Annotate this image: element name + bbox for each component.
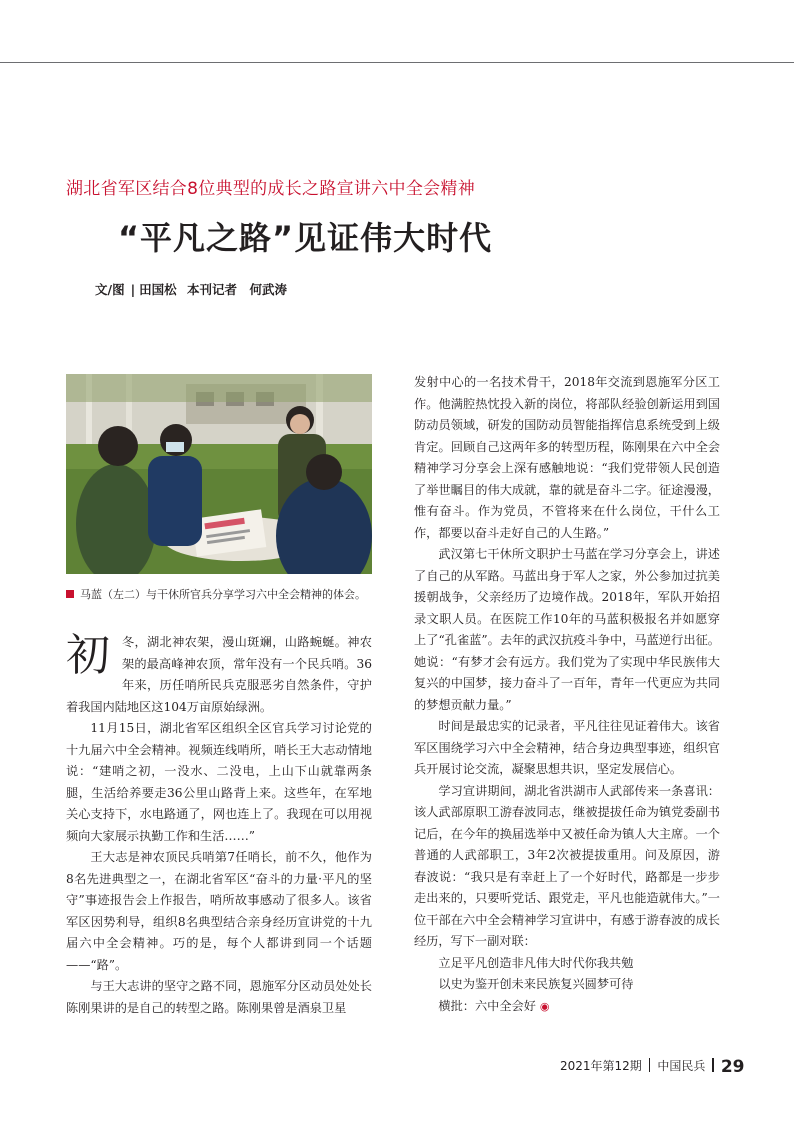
photo-caption xyxy=(66,586,386,602)
body-paragraph: 时间是最忠实的记录者，平凡往往见证着伟大。该省军区围绕学习六中全会精神，结合身边典型事迹，组织官兵开展讨论交流，凝聚思想共识，坚定发展信心。 xyxy=(414,719,720,776)
caption-marker-icon xyxy=(66,590,74,598)
dropcap: 初 xyxy=(66,630,110,681)
magazine-name: 中国民兵 xyxy=(657,1059,706,1073)
couplet-line xyxy=(414,996,720,1018)
body-paragraph: 与王大志讲的坚守之路不同，恩施军分区动员处处长陈刚果讲的是自己的转型之路。陈刚果曾是酒泉卫星 xyxy=(66,979,372,1015)
lead-paragraph xyxy=(66,632,372,718)
article-subtitle: 湖北省军区结合8位典型的成长之路宣讲六中全会精神 xyxy=(66,179,476,199)
issue-label: 2021年第12期 xyxy=(560,1059,642,1073)
byline-author1: 田国松 xyxy=(139,282,177,297)
right-column xyxy=(414,372,720,1017)
page-footer xyxy=(560,1057,745,1077)
couplet-banner: 横批：六中全会好 xyxy=(438,998,536,1013)
couplet-line: 立足平凡创造非凡伟大时代你我共勉 xyxy=(438,955,634,970)
page-number: 29 xyxy=(720,1057,745,1077)
body-paragraph: 武汉第七干休所文职护士马蓝在学习分享会上，讲述了自己的从军路。马蓝出身于军人之家，外公参加过抗美援朝战争，父亲经历了边境作战。2018年，军队开始招录文职人员。在医院工作10年的马蓝积极报名并如愿穿上了“孔雀蓝”。去年的武汉抗疫斗争中，马蓝逆行出征。她说：“有梦才会有远方。我们党为了实现中华民族伟大复兴的中国梦，接力奋斗了一百年，青年一代更应为共同的梦想贡献力量。” xyxy=(414,547,720,712)
article-title: “平凡之路”见证伟大时代 xyxy=(118,219,493,257)
article-photo xyxy=(66,374,372,574)
byline-author2: 本刊记者 何武涛 xyxy=(187,282,288,297)
footer-divider xyxy=(712,1058,714,1072)
byline-label: 文/图 xyxy=(95,282,125,297)
photo-illustration xyxy=(66,374,372,574)
end-mark-icon: ◉ xyxy=(539,999,550,1013)
couplet-line: 以史为鉴开创未来民族复兴圆梦可待 xyxy=(438,977,634,991)
header-rule xyxy=(0,62,794,63)
footer-divider xyxy=(649,1058,651,1072)
lead-paragraph-text: 冬，湖北神农架，漫山斑斓，山路蜿蜒。神农架的最高峰神农顶，常年没有一个民兵哨。36年来，历任哨所民兵克服恶劣自然条件，守护着我国内陆地区这104万亩原始绿洲。 xyxy=(66,635,372,714)
byline: 文/图 | 田国松 本刊记者 何武涛 xyxy=(95,282,288,297)
body-paragraph: 王大志是神农顶民兵哨第7任哨长，前不久，他作为8名先进典型之一，在湖北省军区“奋斗的力量·平凡的坚守”事迹报告会上作报告，哨所故事感动了很多人。该省军区因势利导，组织8名典型结合亲身经历宣讲党的十九届六中全会精神。巧的是，每个人都讲到同一个话题——“路”。 xyxy=(66,850,372,972)
body-paragraph: 11月15日，湖北省军区组织全区官兵学习讨论党的十九届六中全会精神。视频连线哨所，哨长王大志动情地说：“建哨之初，一没水、二没电，上山下山就靠两条腿，生活给养要走36公里山路背上来。这些年，在军地关心支持下，水电路通了，网也连上了。我现在可以用视频向大家展示执勤工作和生活……” xyxy=(66,721,372,843)
caption-text: 马蓝（左二）与干休所官兵分享学习六中全会精神的体会。 xyxy=(80,588,366,601)
body-paragraph: 学习宣讲期间，湖北省洪湖市人武部传来一条喜讯：该人武部原职工游春波同志，继被提拔任命为镇党委副书记后，在今年的换届选举中又被任命为镇人大主席。一个普通的人武部职工，3年2次被提拔重用。问及原因，游春波说：“我只是有幸赶上了一个好时代，路都是一步步走出来的，只要听党话、跟党走，平凡也能造就伟大。”一位干部在六中全会精神学习宣讲中，有感于游春波的成长经历，写下一副对联： xyxy=(414,783,720,948)
body-paragraph-continued: 发射中心的一名技术骨干，2018年交流到恩施军分区工作。他满腔热忱投入新的岗位，将部队经验创新运用到国防动员领域，研发的国防动员智能指挥信息系统受到上级肯定。回顾自己这两年多的转型历程，陈刚果在六中全会精神学习分享会上深有感触地说：“我们党带领人民创造了举世瞩目的伟大成就，靠的就是奋斗二字。征途漫漫，惟有奋斗。作为党员，不管将来在什么岗位，干什么工作，都要以奋斗走好自己的人生路。” xyxy=(414,375,720,540)
left-column xyxy=(66,632,372,1019)
